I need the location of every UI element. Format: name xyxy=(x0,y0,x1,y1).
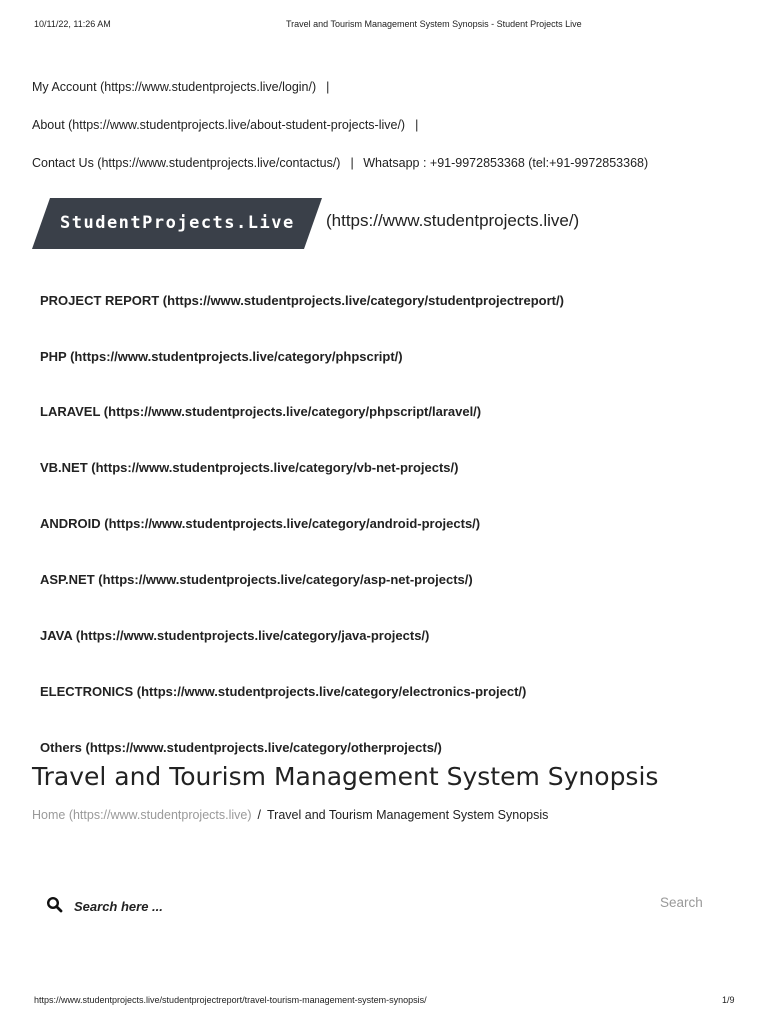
search-button[interactable]: Search xyxy=(660,895,703,910)
breadcrumb-current: Travel and Tourism Management System Synopsis xyxy=(267,808,549,822)
print-datetime: 10/11/22, 11:26 AM xyxy=(34,19,111,29)
nav-item-aspnet[interactable]: ASP.NET (https://www.studentprojects.live/category/asp-net-projects/) xyxy=(40,572,473,587)
nav-item-project-report[interactable]: PROJECT REPORT (https://www.studentprojects.live/category/studentprojectreport/) xyxy=(40,293,564,308)
top-link-about[interactable] xyxy=(32,118,418,132)
nav-item-vbnet[interactable]: VB.NET (https://www.studentprojects.live/category/vb-net-projects/) xyxy=(40,460,459,475)
nav-item-others[interactable]: Others (https://www.studentprojects.live/category/otherprojects/) xyxy=(40,740,442,755)
nav-item-android[interactable]: ANDROID (https://www.studentprojects.live/category/android-projects/) xyxy=(40,516,481,531)
site-logo[interactable] xyxy=(32,198,322,249)
whatsapp-link[interactable]: Whatsapp : +91-9972853368 (tel:+91-9972853368) xyxy=(363,156,649,170)
breadcrumb-home-link[interactable]: Home (https://www.studentprojects.live) xyxy=(32,808,252,822)
top-link-contact[interactable] xyxy=(32,156,648,170)
nav-item-java[interactable]: JAVA (https://www.studentprojects.live/category/java-projects/) xyxy=(40,628,430,643)
search-icon xyxy=(46,896,64,914)
print-page-number: 1/9 xyxy=(722,995,735,1005)
top-link-my-account[interactable] xyxy=(32,80,329,94)
breadcrumb xyxy=(32,808,548,822)
page-title: Travel and Tourism Management System Synopsis xyxy=(32,762,659,791)
nav-item-electronics[interactable]: ELECTRONICS (https://www.studentprojects.live/category/electronics-project/) xyxy=(40,684,527,699)
link-separator: | xyxy=(415,118,419,132)
print-page-title: Travel and Tourism Management System Synopsis - Student Projects Live xyxy=(286,19,582,29)
link-separator: | xyxy=(350,156,354,170)
top-link-label[interactable]: My Account (https://www.studentprojects.live/login/) xyxy=(32,80,317,94)
nav-item-php[interactable]: PHP (https://www.studentprojects.live/category/phpscript/) xyxy=(40,349,403,364)
top-link-label[interactable]: Contact Us (https://www.studentprojects.live/contactus/) xyxy=(32,156,341,170)
nav-item-laravel[interactable]: LARAVEL (https://www.studentprojects.live/category/phpscript/laravel/) xyxy=(40,404,482,419)
print-footer-url: https://www.studentprojects.live/studentprojectreport/travel-tourism-management-system-synopsis/ xyxy=(34,995,427,1005)
logo-url-link[interactable]: (https://www.studentprojects.live/) xyxy=(326,211,580,230)
search-input[interactable] xyxy=(74,896,504,916)
top-link-label[interactable]: About (https://www.studentprojects.live/about-student-projects-live/) xyxy=(32,118,406,132)
link-separator: | xyxy=(326,80,330,94)
breadcrumb-separator: / xyxy=(257,808,262,822)
logo-text: StudentProjects.Live xyxy=(60,213,295,233)
